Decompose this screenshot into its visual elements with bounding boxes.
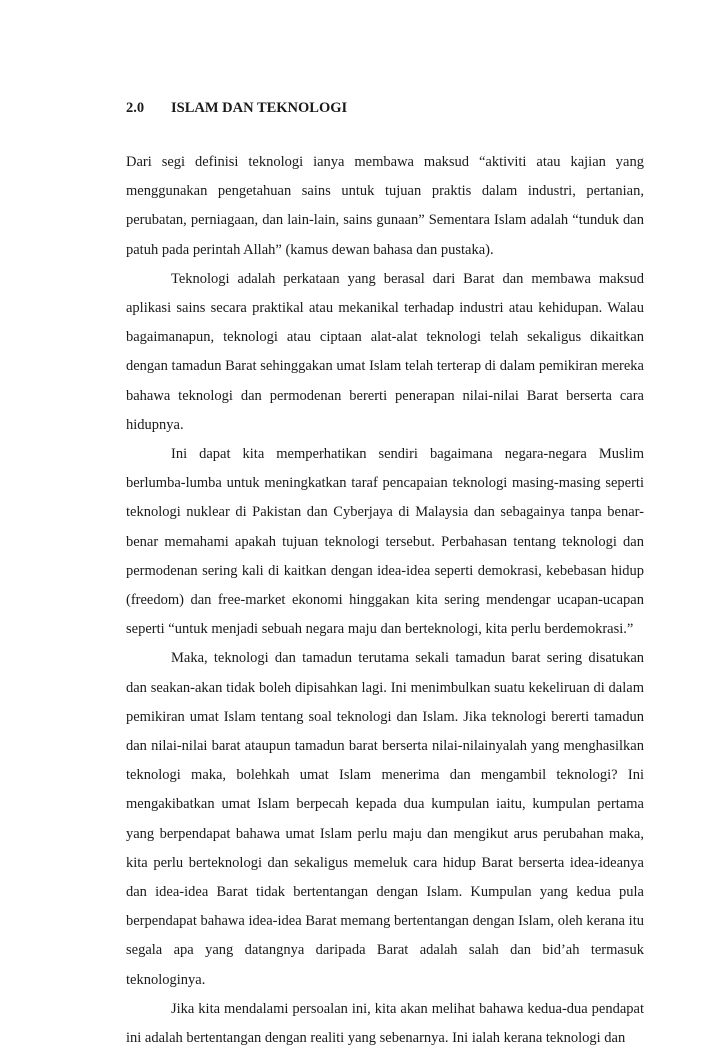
section-heading <box>126 96 646 120</box>
section-number: 2.0 <box>126 100 145 116</box>
body-text <box>126 148 644 1053</box>
paragraph-5: Jika kita mendalami persoalan ini, kita akan melihat bahawa kedua-dua pendapat ini adalah bertentangan dengan realiti yang sebenarnya. Ini ialah kerana teknologi dan <box>126 1000 644 1047</box>
paragraph-1: Dari segi definisi teknologi ianya membawa maksud “aktiviti atau kajian yang menggunakan pengetahuan sains untuk tujuan praktis dalam industri, pertanian, perubatan, perniagaan, dan lain-lain, sains gunaan” Sementara Islam adalah “tunduk dan patuh pada perintah Allah” (kamus dewan bahasa dan pustaka). <box>126 154 644 258</box>
section-title: ISLAM DAN TEKNOLOGI <box>171 100 348 116</box>
paragraph-2: Teknologi adalah perkataan yang berasal dari Barat dan membawa maksud aplikasi sains secara praktikal atau mekanikal terhadap industri atau kehidupan. Walau bagaimanapun, teknologi atau ciptaan alat-alat teknologi telah sekaligus dikaitkan dengan tamadun Barat sehinggakan umat Islam telah terterap di dalam pemikiran mereka bahawa teknologi dan permodenan bererti penerapan nilai-nilai Barat berserta cara hidupnya. <box>126 270 644 433</box>
paragraph-3: Ini dapat kita memperhatikan sendiri bagaimana negara-negara Muslim berlumba-lumba untuk meningkatkan taraf pencapaian teknologi masing-masing seperti teknologi nuklear di Pakistan dan Cyberjaya di Malaysia dan sebagainya tanpa benar-benar memahami apakah tujuan teknologi tersebut. Perbahasan tentang teknologi dan permodenan sering kali di kaitkan dengan idea-idea seperti demokrasi, kebebasan hidup (freedom) dan free-market ekonomi hinggakan kita sering mendengar ucapan-ucapan seperti “untuk menjadi sebuah negara maju dan berteknologi, kita perlu berdemokrasi.” <box>126 446 644 638</box>
paragraph-4: Maka, teknologi dan tamadun terutama sekali tamadun barat sering disatukan dan seakan-akan tidak boleh dipisahkan lagi. Ini menimbulkan suatu kekeliruan di dalam pemikiran umat Islam tentang soal teknologi dan Islam. Jika teknologi bererti tamadun dan nilai-nilai barat ataupun tamadun barat berserta nilai-nilainyalah yang menghasilkan teknologi maka, bolehkah umat Islam menerima dan mengambil teknologi? Ini mengakibatkan umat Islam berpecah kepada dua kumpulan iaitu, kumpulan pertama yang berpendapat bahawa umat Islam perlu maju dan mengikut arus perubahan maka, kita perlu berteknologi dan sekaligus memeluk cara hidup Barat berserta idea-ideanya dan idea-idea Barat tidak bertentangan dengan Islam. Kumpulan yang kedua pula berpendapat bahawa idea-idea Barat memang bertentangan dengan Islam, oleh kerana itu segala apa yang datangnya daripada Barat adalah salah dan bid’ah termasuk teknologinya. <box>126 650 644 988</box>
